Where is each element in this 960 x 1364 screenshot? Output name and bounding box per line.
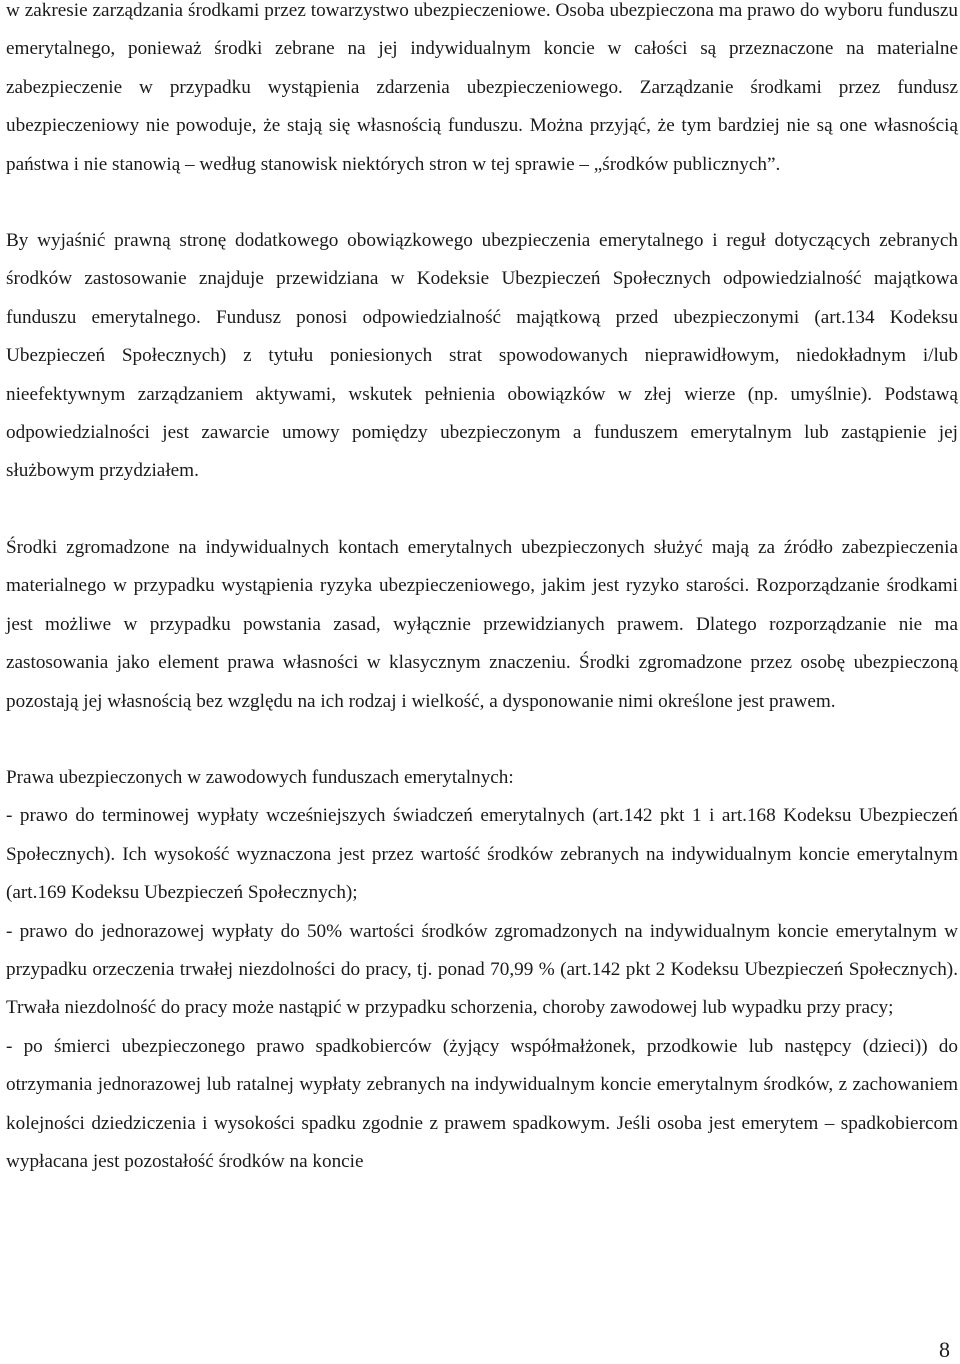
rights-item-inheritance: - po śmierci ubezpieczonego prawo spadkobierców (żyjący współmałżonek, przodkowie lub następcy (dzieci)) do otrzymania jednorazowej lub ratalnej wypłaty zebranych na indywidualnym koncie emerytalnym środków, z zachowaniem kolejności dziedziczenia i wysokości spadku zgodnie z prawem spadkowym. Jeśli osoba jest emerytem – spadkobiercom wypłacana jest pozostałość środków na koncie [6, 1035, 958, 1172]
paragraph-gap [6, 721, 958, 759]
paragraph-gap [6, 491, 958, 529]
paragraph-pension-fund-choice: w zakresie zarządzania środkami przez towarzystwo ubezpieczeniowe. Osoba ubezpieczona ma prawo do wyboru funduszu emerytalnego, ponieważ środki zebrane na jej indywidualnym koncie w całości są przeznaczone na materialne zabezpieczenie w przypadku wystąpienia zdarzenia ubezpieczeniowego. Zarządzanie środkami przez fundusz ubezpieczeniowy nie powoduje, że stają się własnością funduszu. Można przyjąć, że tym bardziej nie są one własnością państwa i nie stanowią – według stanowisk niektórych stron w tej sprawie – „środków publicznych”. [6, 0, 958, 175]
rights-item-early-payout: - prawo do terminowej wypłaty wcześniejszych świadczeń emerytalnych (art.142 pkt 1 i art.168 Kodeksu Ubezpieczeń Społecznych). Ich wysokość wyznaczona jest przez wartość środków zebranych na indywidualnym koncie emerytalnym (art.169 Kodeksu Ubezpieczeń Społecznych); [6, 805, 958, 904]
page-number: 8 [939, 1337, 950, 1362]
document-page [6, 0, 958, 1181]
paragraph-fund-liability: By wyjaśnić prawną stronę dodatkowego obowiązkowego ubezpieczenia emerytalnego i reguł dotyczących zebranych środków zastosowanie znajduje przewidziana w Kodeksie Ubezpieczeń Społecznych odpowiedzialność majątkowa funduszu emerytalnego. Fundusz ponosi odpowiedzialność majątkową przed ubezpieczonymi (art.134 Kodeksu Ubezpieczeń Społecznych) z tytułu poniesionych strat spowodowanych nieprawidłowym, niedokładnym i/lub nieefektywnym zarządzaniem aktywami, wskutek pełnienia obowiązków w złej wierze (np. umyślnie). Podstawą odpowiedzialności jest zawarcie umowy pomiędzy ubezpieczonym a funduszem emerytalnym lub zastąpienie jej służbowym przydziałem. [6, 230, 958, 482]
rights-heading: Prawa ubezpieczonych w zawodowych funduszach emerytalnych: [6, 766, 514, 788]
paragraph-gap [6, 184, 958, 222]
paragraph-accumulated-funds: Środki zgromadzone na indywidualnych kontach emerytalnych ubezpieczonych służyć mają za źródło zabezpieczenia materialnego w przypadku wystąpienia ryzyka ubezpieczeniowego, jakim jest ryzyko starości. Rozporządzanie środkami jest możliwe w przypadku powstania zasad, wyłącznie przewidzianych prawem. Dlatego rozporządzanie nie ma zastosowania jako element prawa własności w klasycznym znaczeniu. Środki zgromadzone przez osobę ubezpieczoną pozostają jej własnością bez względu na ich rodzaj i wielkość, a dysponowanie nimi określone jest prawem. [6, 536, 958, 712]
rights-item-lump-sum: - prawo do jednorazowej wypłaty do 50% wartości środków zgromadzonych na indywidualnym koncie emerytalnym w przypadku orzeczenia trwałej niezdolności do pracy, tj. ponad 70,99 % (art.142 pkt 2 Kodeksu Ubezpieczeń Społecznych). Trwała niezdolność do pracy może nastąpić w przypadku schorzenia, choroby zawodowej lub wypadku przy pracy; [6, 920, 958, 1019]
